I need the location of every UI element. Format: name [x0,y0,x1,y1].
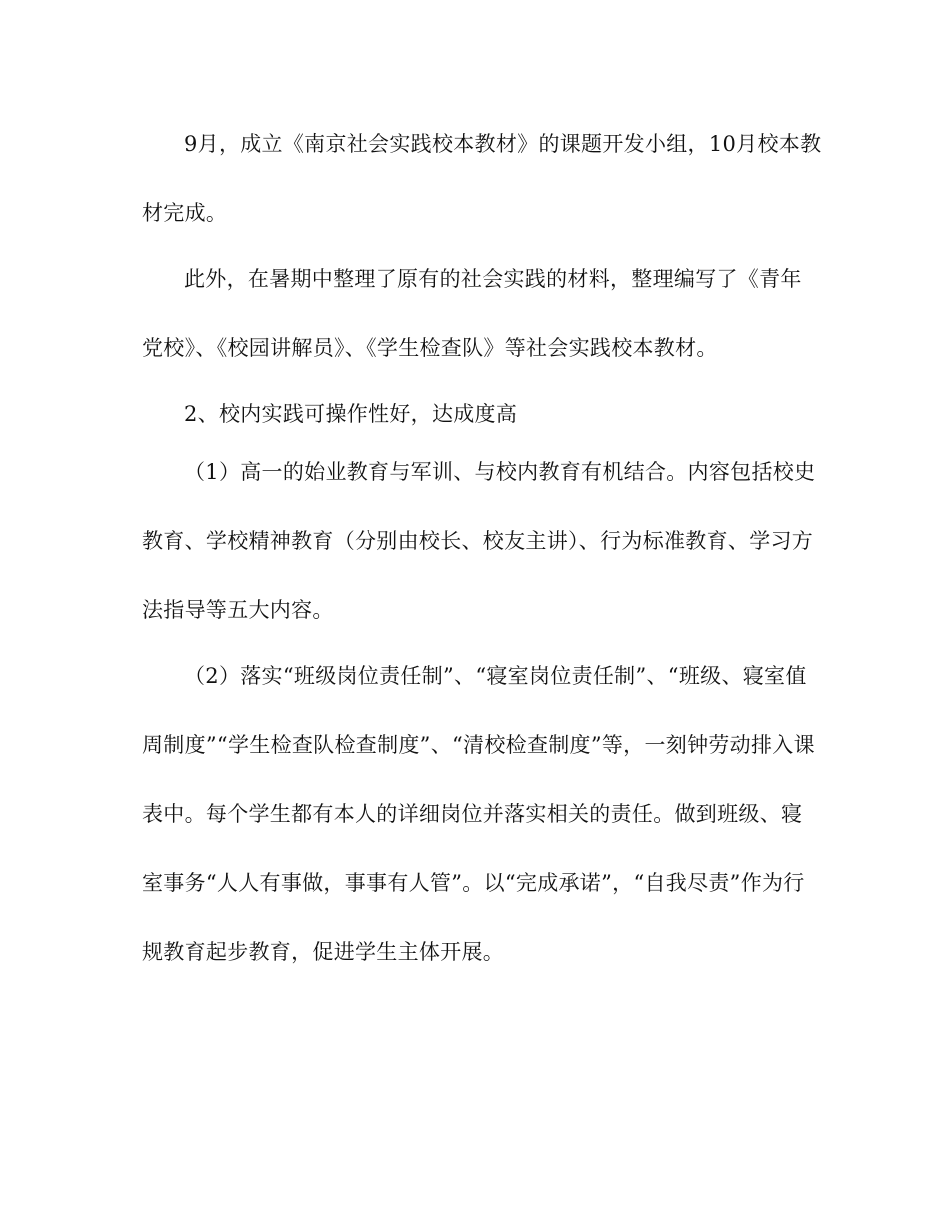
section-heading: 2、校内实践可操作性好，达成度高 [184,402,518,426]
paragraph-4: （2）落实“班级岗位责任制”、“寝室岗位责任制”、“班级、寝室值周制度”“学生检查队检查制度”、“清校检查制度”等，一刻钟劳动排入课表中。每个学生都有本人的详细岗位并落实相关的责任。做到班级、寝室事务“人人有事做，事事有人管”。以“完成承诺”，“自我尽责”作为行规教育起步教育，促进学生主体开展。 [142,664,815,964]
paragraph-3: （1）高一的始业教育与军训、与校内教育有机结合。内容包括校史教育、学校精神教育（分别由校长、校友主讲）、行为标准教育、学习方法指导等五大内容。 [142,460,816,622]
paragraph-2: 此外，在暑期中整理了原有的社会实践的材料，整理编写了《青年党校》、《校园讲解员》、《学生检查队》等社会实践校本教材。 [142,267,802,360]
paragraph-1: 9月，成立《南京社会实践校本教材》的课题开发小组，10月校本教材完成。 [142,132,822,225]
